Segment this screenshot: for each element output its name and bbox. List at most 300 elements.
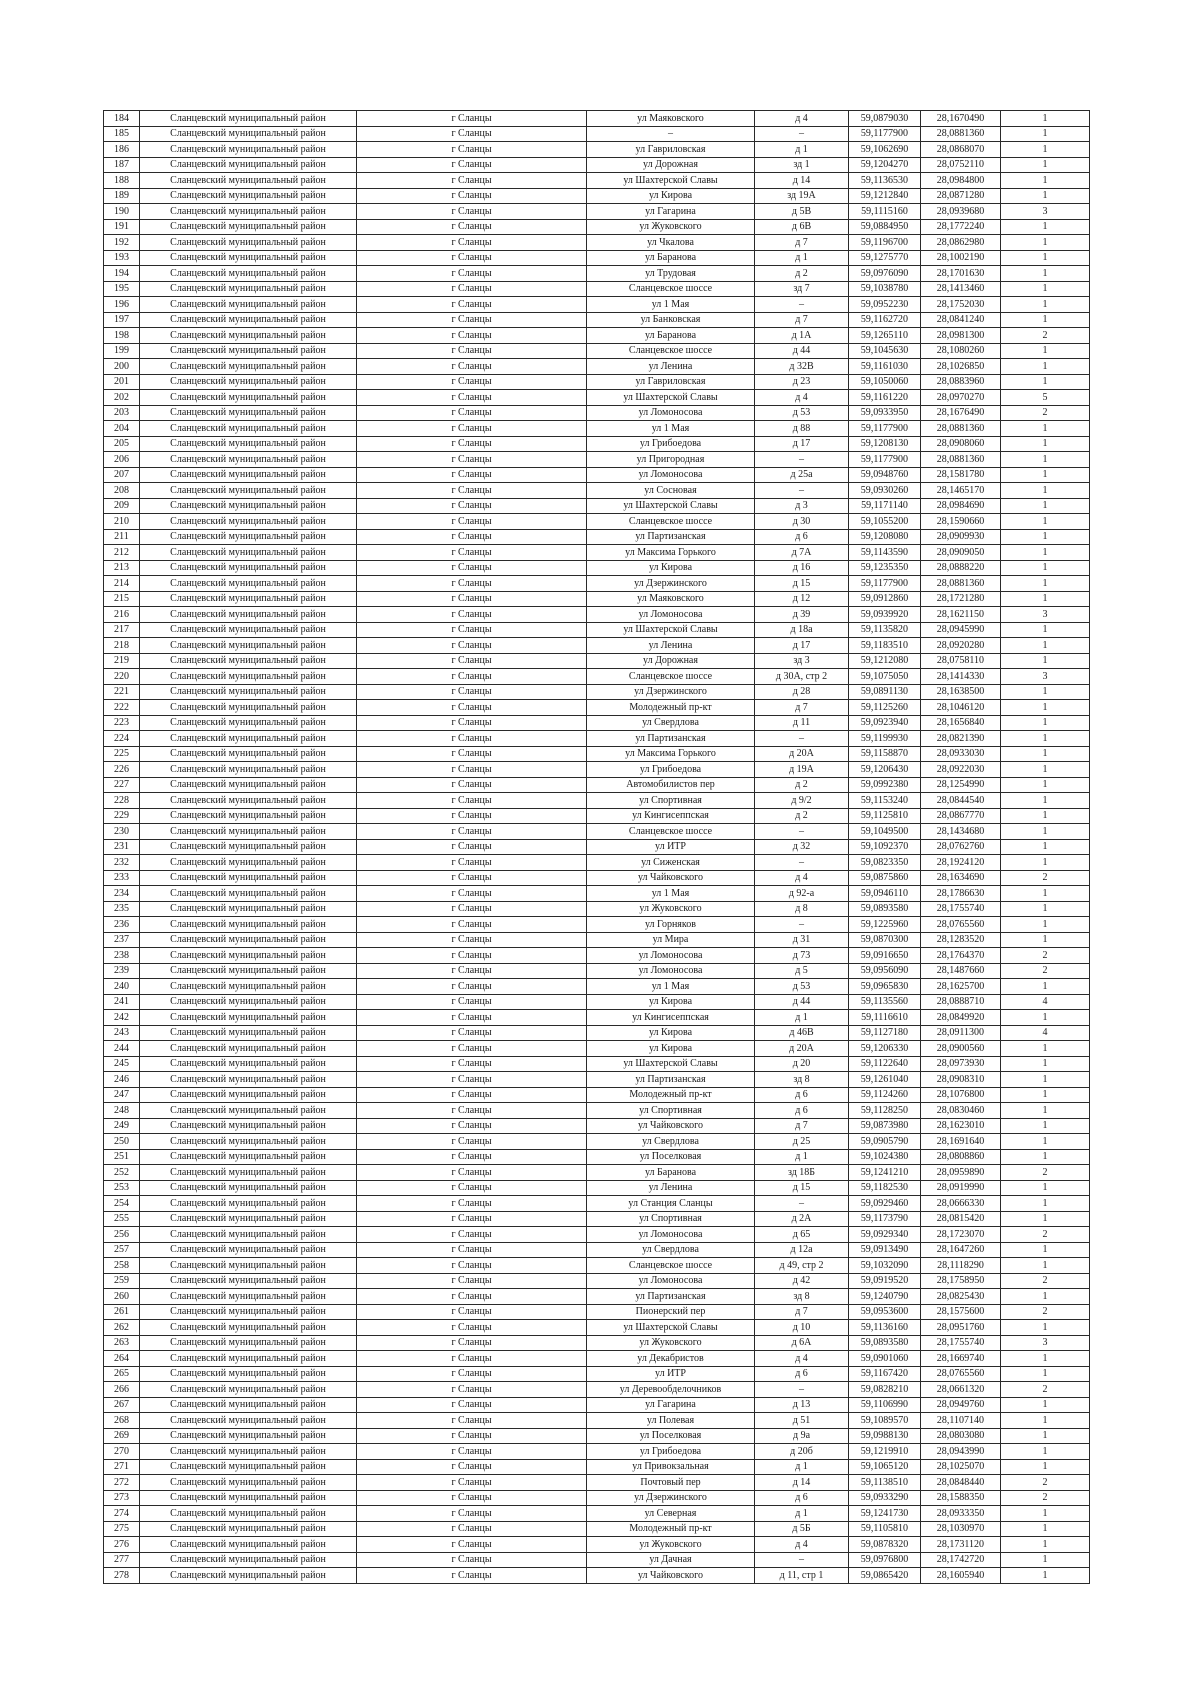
latitude-cell: 59,1196700 — [849, 235, 921, 251]
latitude-cell: 59,1158870 — [849, 746, 921, 762]
longitude-cell: 28,0881360 — [921, 452, 1001, 468]
row-number-cell: 257 — [104, 1242, 140, 1258]
district-cell: Сланцевский муниципальный район — [140, 1537, 357, 1553]
table-row — [104, 157, 1090, 173]
street-cell: ул Дзержинского — [587, 684, 755, 700]
latitude-cell: 59,0923940 — [849, 715, 921, 731]
house-cell: д 30 — [755, 514, 849, 530]
town-cell: г Сланцы — [357, 467, 587, 483]
house-cell: – — [755, 126, 849, 142]
street-cell: ул Чкалова — [587, 235, 755, 251]
town-cell: г Сланцы — [357, 498, 587, 514]
street-cell: ул Деревообделочников — [587, 1382, 755, 1398]
longitude-cell: 28,1623010 — [921, 1118, 1001, 1134]
row-number-cell: 275 — [104, 1521, 140, 1537]
street-cell: ул Свердлова — [587, 1242, 755, 1258]
district-cell: Сланцевский муниципальный район — [140, 560, 357, 576]
count-cell: 1 — [1001, 1521, 1090, 1537]
row-number-cell: 199 — [104, 343, 140, 359]
street-cell: ул Партизанская — [587, 731, 755, 747]
house-cell: д 32В — [755, 359, 849, 375]
table-row — [104, 1366, 1090, 1382]
longitude-cell: 28,1413460 — [921, 281, 1001, 297]
street-cell: ул Ломоносова — [587, 1273, 755, 1289]
row-number-cell: 260 — [104, 1289, 140, 1305]
latitude-cell: 59,1241730 — [849, 1506, 921, 1522]
town-cell: г Сланцы — [357, 1118, 587, 1134]
count-cell: 1 — [1001, 374, 1090, 390]
row-number-cell: 192 — [104, 235, 140, 251]
table-row — [104, 1072, 1090, 1088]
town-cell: г Сланцы — [357, 1211, 587, 1227]
street-cell: ул Ленина — [587, 638, 755, 654]
street-cell: ул 1 Мая — [587, 421, 755, 437]
street-cell: ул Чайковского — [587, 1568, 755, 1584]
district-cell: Сланцевский муниципальный район — [140, 855, 357, 871]
row-number-cell: 229 — [104, 808, 140, 824]
district-cell: Сланцевский муниципальный район — [140, 1072, 357, 1088]
count-cell: 1 — [1001, 715, 1090, 731]
town-cell: г Сланцы — [357, 1459, 587, 1475]
district-cell: Сланцевский муниципальный район — [140, 142, 357, 158]
row-number-cell: 278 — [104, 1568, 140, 1584]
house-cell: д 88 — [755, 421, 849, 437]
table-row — [104, 111, 1090, 127]
town-cell: г Сланцы — [357, 1351, 587, 1367]
town-cell: г Сланцы — [357, 405, 587, 421]
street-cell: ул Декабристов — [587, 1351, 755, 1367]
house-cell: зд 3 — [755, 653, 849, 669]
table-row — [104, 1289, 1090, 1305]
longitude-cell: 28,0909930 — [921, 529, 1001, 545]
table-row — [104, 374, 1090, 390]
latitude-cell: 59,1122640 — [849, 1056, 921, 1072]
row-number-cell: 230 — [104, 824, 140, 840]
town-cell: г Сланцы — [357, 622, 587, 638]
count-cell: 1 — [1001, 250, 1090, 266]
district-cell: Сланцевский муниципальный район — [140, 126, 357, 142]
district-cell: Сланцевский муниципальный район — [140, 1087, 357, 1103]
table-row — [104, 312, 1090, 328]
table-row — [104, 142, 1090, 158]
table-row — [104, 1444, 1090, 1460]
district-cell: Сланцевский муниципальный район — [140, 932, 357, 948]
town-cell: г Сланцы — [357, 452, 587, 468]
house-cell: д 23 — [755, 374, 849, 390]
longitude-cell: 28,1026850 — [921, 359, 1001, 375]
house-cell: д 6 — [755, 1490, 849, 1506]
house-cell: д 46В — [755, 1025, 849, 1041]
district-cell: Сланцевский муниципальный район — [140, 204, 357, 220]
street-cell: ул Жуковского — [587, 219, 755, 235]
row-number-cell: 254 — [104, 1196, 140, 1212]
latitude-cell: 59,1177900 — [849, 576, 921, 592]
house-cell: д 15 — [755, 576, 849, 592]
row-number-cell: 196 — [104, 297, 140, 313]
district-cell: Сланцевский муниципальный район — [140, 684, 357, 700]
house-cell: – — [755, 731, 849, 747]
table-row — [104, 1568, 1090, 1584]
house-cell: – — [755, 483, 849, 499]
district-cell: Сланцевский муниципальный район — [140, 1134, 357, 1150]
latitude-cell: 59,1235350 — [849, 560, 921, 576]
district-cell: Сланцевский муниципальный район — [140, 1568, 357, 1584]
count-cell: 1 — [1001, 111, 1090, 127]
table-row — [104, 452, 1090, 468]
house-cell: зд 8 — [755, 1289, 849, 1305]
town-cell: г Сланцы — [357, 1196, 587, 1212]
count-cell: 1 — [1001, 359, 1090, 375]
town-cell: г Сланцы — [357, 219, 587, 235]
latitude-cell: 59,0912860 — [849, 591, 921, 607]
table-row — [104, 777, 1090, 793]
town-cell: г Сланцы — [357, 1149, 587, 1165]
street-cell: Почтовый пер — [587, 1475, 755, 1491]
street-cell: ул Свердлова — [587, 715, 755, 731]
table-row — [104, 1459, 1090, 1475]
town-cell: г Сланцы — [357, 963, 587, 979]
latitude-cell: 59,1089570 — [849, 1413, 921, 1429]
row-number-cell: 211 — [104, 529, 140, 545]
count-cell: 1 — [1001, 917, 1090, 933]
longitude-cell: 28,0922030 — [921, 762, 1001, 778]
house-cell: – — [755, 917, 849, 933]
table-row — [104, 855, 1090, 871]
row-number-cell: 236 — [104, 917, 140, 933]
count-cell: 1 — [1001, 700, 1090, 716]
district-cell: Сланцевский муниципальный район — [140, 1196, 357, 1212]
count-cell: 2 — [1001, 1304, 1090, 1320]
count-cell: 1 — [1001, 560, 1090, 576]
house-cell: д 1 — [755, 250, 849, 266]
house-cell: д 20б — [755, 1444, 849, 1460]
latitude-cell: 59,1062690 — [849, 142, 921, 158]
longitude-cell: 28,1638500 — [921, 684, 1001, 700]
district-cell: Сланцевский муниципальный район — [140, 1149, 357, 1165]
street-cell: Сланцевское шоссе — [587, 514, 755, 530]
row-number-cell: 209 — [104, 498, 140, 514]
longitude-cell: 28,0933350 — [921, 1506, 1001, 1522]
house-cell: д 11 — [755, 715, 849, 731]
district-cell: Сланцевский муниципальный район — [140, 1010, 357, 1026]
house-cell: д 44 — [755, 343, 849, 359]
count-cell: 1 — [1001, 684, 1090, 700]
latitude-cell: 59,1135560 — [849, 994, 921, 1010]
table-row — [104, 622, 1090, 638]
street-cell: ул Мира — [587, 932, 755, 948]
town-cell: г Сланцы — [357, 669, 587, 685]
street-cell: ул Ленина — [587, 359, 755, 375]
count-cell: 1 — [1001, 1537, 1090, 1553]
count-cell: 1 — [1001, 901, 1090, 917]
town-cell: г Сланцы — [357, 1258, 587, 1274]
row-number-cell: 271 — [104, 1459, 140, 1475]
table-row — [104, 1134, 1090, 1150]
street-cell: ул Гагарина — [587, 204, 755, 220]
table-row — [104, 1041, 1090, 1057]
row-number-cell: 203 — [104, 405, 140, 421]
latitude-cell: 59,1127180 — [849, 1025, 921, 1041]
row-number-cell: 247 — [104, 1087, 140, 1103]
table-row — [104, 219, 1090, 235]
latitude-cell: 59,1050060 — [849, 374, 921, 390]
row-number-cell: 201 — [104, 374, 140, 390]
district-cell: Сланцевский муниципальный район — [140, 808, 357, 824]
row-number-cell: 207 — [104, 467, 140, 483]
latitude-cell: 59,0905790 — [849, 1134, 921, 1150]
table-row — [104, 1521, 1090, 1537]
house-cell: д 14 — [755, 173, 849, 189]
latitude-cell: 59,1153240 — [849, 793, 921, 809]
table-row — [104, 700, 1090, 716]
count-cell: 1 — [1001, 281, 1090, 297]
latitude-cell: 59,0878320 — [849, 1537, 921, 1553]
latitude-cell: 59,0965830 — [849, 979, 921, 995]
district-cell: Сланцевский муниципальный район — [140, 328, 357, 344]
house-cell: д 53 — [755, 979, 849, 995]
table-row — [104, 1506, 1090, 1522]
town-cell: г Сланцы — [357, 111, 587, 127]
latitude-cell: 59,1182530 — [849, 1180, 921, 1196]
district-cell: Сланцевский муниципальный район — [140, 1506, 357, 1522]
house-cell: д 9а — [755, 1428, 849, 1444]
row-number-cell: 258 — [104, 1258, 140, 1274]
house-cell: д 6А — [755, 1335, 849, 1351]
table-row — [104, 917, 1090, 933]
count-cell: 2 — [1001, 1490, 1090, 1506]
row-number-cell: 218 — [104, 638, 140, 654]
town-cell: г Сланцы — [357, 297, 587, 313]
row-number-cell: 231 — [104, 839, 140, 855]
town-cell: г Сланцы — [357, 560, 587, 576]
longitude-cell: 28,1605940 — [921, 1568, 1001, 1584]
latitude-cell: 59,1225960 — [849, 917, 921, 933]
district-cell: Сланцевский муниципальный район — [140, 1382, 357, 1398]
street-cell: ул Пригородная — [587, 452, 755, 468]
table-row — [104, 824, 1090, 840]
row-number-cell: 235 — [104, 901, 140, 917]
longitude-cell: 28,0911300 — [921, 1025, 1001, 1041]
table-row — [104, 1428, 1090, 1444]
count-cell: 1 — [1001, 173, 1090, 189]
row-number-cell: 256 — [104, 1227, 140, 1243]
longitude-cell: 28,1755740 — [921, 1335, 1001, 1351]
town-cell: г Сланцы — [357, 591, 587, 607]
house-cell: д 4 — [755, 390, 849, 406]
row-number-cell: 221 — [104, 684, 140, 700]
count-cell: 1 — [1001, 1118, 1090, 1134]
town-cell: г Сланцы — [357, 173, 587, 189]
town-cell: г Сланцы — [357, 1335, 587, 1351]
town-cell: г Сланцы — [357, 1025, 587, 1041]
street-cell: ул Шахтерской Славы — [587, 1320, 755, 1336]
street-cell: ул Гавриловская — [587, 374, 755, 390]
street-cell: ул Баранова — [587, 1165, 755, 1181]
row-number-cell: 228 — [104, 793, 140, 809]
street-cell: ул ИТР — [587, 839, 755, 855]
table-row — [104, 545, 1090, 561]
table-row — [104, 793, 1090, 809]
longitude-cell: 28,1434680 — [921, 824, 1001, 840]
longitude-cell: 28,0970270 — [921, 390, 1001, 406]
house-cell: – — [755, 297, 849, 313]
house-cell: д 39 — [755, 607, 849, 623]
table-row — [104, 235, 1090, 251]
latitude-cell: 59,1208080 — [849, 529, 921, 545]
longitude-cell: 28,1755740 — [921, 901, 1001, 917]
house-cell: д 4 — [755, 1537, 849, 1553]
longitude-cell: 28,0765560 — [921, 917, 1001, 933]
longitude-cell: 28,0868070 — [921, 142, 1001, 158]
latitude-cell: 59,0891130 — [849, 684, 921, 700]
count-cell: 1 — [1001, 483, 1090, 499]
street-cell: ул Северная — [587, 1506, 755, 1522]
town-cell: г Сланцы — [357, 483, 587, 499]
street-cell: ул Маяковского — [587, 111, 755, 127]
count-cell: 1 — [1001, 824, 1090, 840]
latitude-cell: 59,1240790 — [849, 1289, 921, 1305]
row-number-cell: 225 — [104, 746, 140, 762]
count-cell: 1 — [1001, 1428, 1090, 1444]
row-number-cell: 213 — [104, 560, 140, 576]
house-cell: д 3 — [755, 498, 849, 514]
town-cell: г Сланцы — [357, 948, 587, 964]
district-cell: Сланцевский муниципальный район — [140, 219, 357, 235]
street-cell: ул Шахтерской Славы — [587, 390, 755, 406]
town-cell: г Сланцы — [357, 839, 587, 855]
house-cell: д 17 — [755, 638, 849, 654]
count-cell: 1 — [1001, 1180, 1090, 1196]
longitude-cell: 28,1647260 — [921, 1242, 1001, 1258]
house-cell: д 25а — [755, 467, 849, 483]
count-cell: 1 — [1001, 467, 1090, 483]
latitude-cell: 59,1219910 — [849, 1444, 921, 1460]
count-cell: 1 — [1001, 1568, 1090, 1584]
street-cell: ул Кирова — [587, 560, 755, 576]
count-cell: 1 — [1001, 576, 1090, 592]
count-cell: 1 — [1001, 1242, 1090, 1258]
table-row — [104, 638, 1090, 654]
table-row — [104, 1397, 1090, 1413]
count-cell: 4 — [1001, 994, 1090, 1010]
district-cell: Сланцевский муниципальный район — [140, 405, 357, 421]
town-cell: г Сланцы — [357, 1165, 587, 1181]
district-cell: Сланцевский муниципальный район — [140, 359, 357, 375]
table-row — [104, 405, 1090, 421]
table-row — [104, 266, 1090, 282]
count-cell: 1 — [1001, 436, 1090, 452]
latitude-cell: 59,1177900 — [849, 452, 921, 468]
town-cell: г Сланцы — [357, 700, 587, 716]
count-cell: 1 — [1001, 1196, 1090, 1212]
count-cell: 1 — [1001, 1258, 1090, 1274]
table-row — [104, 359, 1090, 375]
house-cell: д 25 — [755, 1134, 849, 1150]
longitude-cell: 28,0758110 — [921, 653, 1001, 669]
count-cell: 3 — [1001, 669, 1090, 685]
latitude-cell: 59,1162720 — [849, 312, 921, 328]
latitude-cell: 59,0946110 — [849, 886, 921, 902]
latitude-cell: 59,1115160 — [849, 204, 921, 220]
count-cell: 1 — [1001, 297, 1090, 313]
street-cell: ул Максима Горького — [587, 545, 755, 561]
street-cell: ул Трудовая — [587, 266, 755, 282]
latitude-cell: 59,1167420 — [849, 1366, 921, 1382]
district-cell: Сланцевский муниципальный район — [140, 638, 357, 654]
latitude-cell: 59,1092370 — [849, 839, 921, 855]
longitude-cell: 28,1691640 — [921, 1134, 1001, 1150]
latitude-cell: 59,0879030 — [849, 111, 921, 127]
town-cell: г Сланцы — [357, 1242, 587, 1258]
longitude-cell: 28,0815420 — [921, 1211, 1001, 1227]
street-cell: ул Полевая — [587, 1413, 755, 1429]
row-number-cell: 234 — [104, 886, 140, 902]
longitude-cell: 28,0849920 — [921, 1010, 1001, 1026]
row-number-cell: 220 — [104, 669, 140, 685]
district-cell: Сланцевский муниципальный район — [140, 839, 357, 855]
town-cell: г Сланцы — [357, 1273, 587, 1289]
count-cell: 3 — [1001, 204, 1090, 220]
row-number-cell: 188 — [104, 173, 140, 189]
latitude-cell: 59,1177900 — [849, 126, 921, 142]
row-number-cell: 195 — [104, 281, 140, 297]
count-cell: 5 — [1001, 390, 1090, 406]
latitude-cell: 59,0893580 — [849, 901, 921, 917]
street-cell: Молодежный пр-кт — [587, 700, 755, 716]
table-row — [104, 1351, 1090, 1367]
table-row — [104, 173, 1090, 189]
count-cell: 1 — [1001, 1506, 1090, 1522]
house-cell: д 7 — [755, 312, 849, 328]
latitude-cell: 59,1075050 — [849, 669, 921, 685]
district-cell: Сланцевский муниципальный район — [140, 1351, 357, 1367]
table-row — [104, 1025, 1090, 1041]
row-number-cell: 252 — [104, 1165, 140, 1181]
house-cell: д 49, стр 2 — [755, 1258, 849, 1274]
latitude-cell: 59,0929460 — [849, 1196, 921, 1212]
house-cell: д 10 — [755, 1320, 849, 1336]
count-cell: 1 — [1001, 343, 1090, 359]
row-number-cell: 243 — [104, 1025, 140, 1041]
longitude-cell: 28,1772240 — [921, 219, 1001, 235]
latitude-cell: 59,1183510 — [849, 638, 921, 654]
town-cell: г Сланцы — [357, 1537, 587, 1553]
row-number-cell: 186 — [104, 142, 140, 158]
district-cell: Сланцевский муниципальный район — [140, 111, 357, 127]
latitude-cell: 59,1261040 — [849, 1072, 921, 1088]
street-cell: ул Партизанская — [587, 1072, 755, 1088]
town-cell: г Сланцы — [357, 204, 587, 220]
row-number-cell: 202 — [104, 390, 140, 406]
count-cell: 1 — [1001, 839, 1090, 855]
row-number-cell: 232 — [104, 855, 140, 871]
district-cell: Сланцевский муниципальный район — [140, 1056, 357, 1072]
district-cell: Сланцевский муниципальный район — [140, 390, 357, 406]
table-row — [104, 653, 1090, 669]
latitude-cell: 59,0976800 — [849, 1552, 921, 1568]
house-cell: зд 18Б — [755, 1165, 849, 1181]
row-number-cell: 245 — [104, 1056, 140, 1072]
town-cell: г Сланцы — [357, 1056, 587, 1072]
count-cell: 1 — [1001, 126, 1090, 142]
longitude-cell: 28,1625700 — [921, 979, 1001, 995]
town-cell: г Сланцы — [357, 545, 587, 561]
table-row — [104, 932, 1090, 948]
latitude-cell: 59,0919520 — [849, 1273, 921, 1289]
count-cell: 1 — [1001, 746, 1090, 762]
district-cell: Сланцевский муниципальный район — [140, 1521, 357, 1537]
table-row — [104, 979, 1090, 995]
